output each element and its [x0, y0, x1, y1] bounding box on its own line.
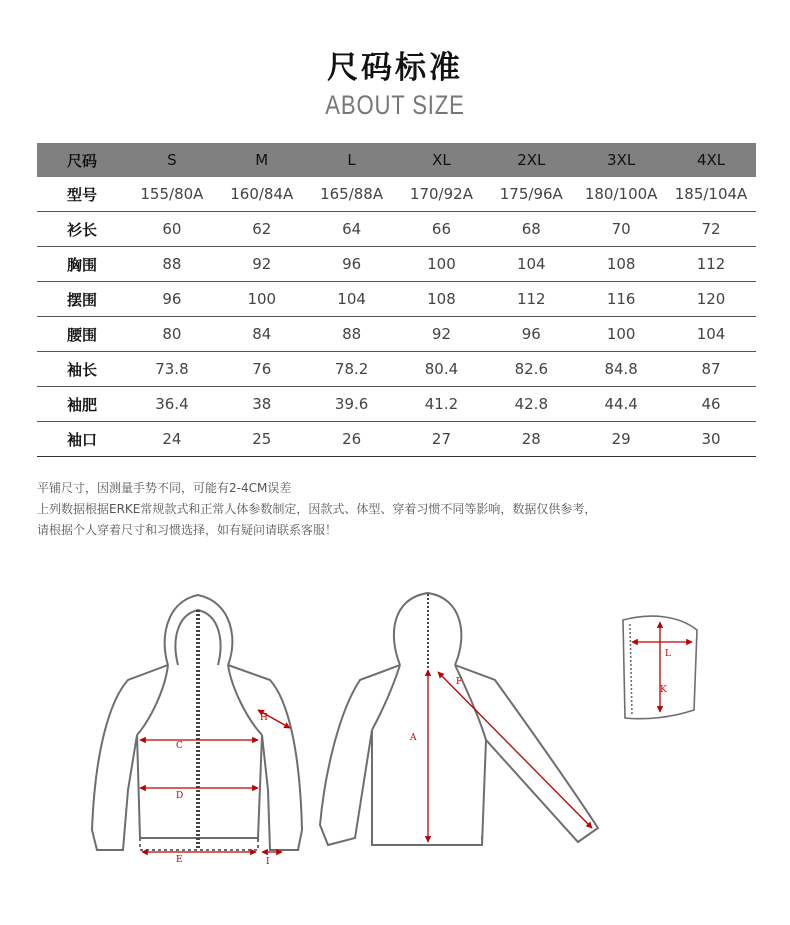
- size-cell: 104: [486, 247, 576, 282]
- size-cell: 96: [307, 247, 397, 282]
- size-row: [37, 247, 756, 282]
- row-label: 袖长: [37, 352, 127, 387]
- size-row: [37, 282, 756, 317]
- size-cell: 185/104A: [666, 177, 756, 212]
- note-line: 请根据个人穿着尺寸和习惯选择，如有疑问请联系客服！: [37, 523, 338, 537]
- chest-label: C: [176, 741, 183, 751]
- size-cell: 155/80A: [127, 177, 217, 212]
- size-cell: 78.2: [307, 352, 397, 387]
- sleeve-width-label: H: [260, 713, 268, 723]
- size-row: [37, 422, 756, 457]
- size-cell: 84.8: [576, 352, 666, 387]
- row-label: 摆围: [37, 282, 127, 317]
- hem-width-label: D: [176, 791, 184, 801]
- size-cell: 92: [397, 317, 487, 352]
- size-row: [37, 177, 756, 212]
- column-header: XL: [397, 143, 487, 177]
- size-cell: 70: [576, 212, 666, 247]
- hood-height-label: L: [665, 649, 671, 659]
- row-label: 型号: [37, 177, 127, 212]
- row-label: 袖肥: [37, 387, 127, 422]
- size-cell: 80: [127, 317, 217, 352]
- size-table: [37, 143, 756, 457]
- size-cell: 92: [217, 247, 307, 282]
- size-cell: 27: [397, 422, 487, 457]
- size-cell: 72: [666, 212, 756, 247]
- size-row: [37, 212, 756, 247]
- size-cell: 104: [307, 282, 397, 317]
- size-cell: 108: [397, 282, 487, 317]
- size-cell: 100: [397, 247, 487, 282]
- size-cell: 170/92A: [397, 177, 487, 212]
- sleeve-length-label: F: [456, 677, 463, 687]
- size-cell: 39.6: [307, 387, 397, 422]
- size-cell: 175/96A: [486, 177, 576, 212]
- row-label: 腰围: [37, 317, 127, 352]
- size-cell: 24: [127, 422, 217, 457]
- column-header: M: [217, 143, 307, 177]
- size-cell: 108: [576, 247, 666, 282]
- size-cell: 100: [576, 317, 666, 352]
- size-cell: 25: [217, 422, 307, 457]
- size-cell: 96: [486, 317, 576, 352]
- length-label: A: [410, 733, 417, 743]
- size-row: [37, 317, 756, 352]
- page-title: 尺码标准: [327, 50, 463, 86]
- size-cell: 112: [666, 247, 756, 282]
- hood-edge: [630, 624, 632, 716]
- hood-measure-lines: [632, 622, 692, 712]
- size-row: [37, 387, 756, 422]
- size-cell: 104: [666, 317, 756, 352]
- back-measure-lines: [428, 670, 592, 842]
- size-cell: 28: [486, 422, 576, 457]
- size-cell: 88: [127, 247, 217, 282]
- size-cell: 68: [486, 212, 576, 247]
- column-header: 尺码: [37, 143, 127, 177]
- size-cell: 120: [666, 282, 756, 317]
- column-header: 4XL: [666, 143, 756, 177]
- size-cell: 26: [307, 422, 397, 457]
- size-cell: 165/88A: [307, 177, 397, 212]
- size-cell: 180/100A: [576, 177, 666, 212]
- size-cell: 38: [217, 387, 307, 422]
- size-cell: 30: [666, 422, 756, 457]
- row-label: 袖口: [37, 422, 127, 457]
- size-cell: 96: [127, 282, 217, 317]
- size-cell: 64: [307, 212, 397, 247]
- size-cell: 160/84A: [217, 177, 307, 212]
- size-row: [37, 352, 756, 387]
- measurement-diagram: [0, 580, 790, 880]
- size-cell: 88: [307, 317, 397, 352]
- row-label: 衫长: [37, 212, 127, 247]
- size-cell: 29: [576, 422, 666, 457]
- note-line: 上列数据根据ERKE常规款式和正常人体参数制定，因款式、体型、穿着习惯不同等影响，数据仅供参考，: [37, 502, 597, 516]
- size-cell: 82.6: [486, 352, 576, 387]
- size-cell: 44.4: [576, 387, 666, 422]
- size-cell: 42.8: [486, 387, 576, 422]
- page-subtitle: ABOUT SIZE: [325, 90, 465, 120]
- size-table-header: [37, 143, 756, 177]
- size-cell: 112: [486, 282, 576, 317]
- row-label: 胸围: [37, 247, 127, 282]
- column-header: 2XL: [486, 143, 576, 177]
- size-cell: 100: [217, 282, 307, 317]
- size-cell: 80.4: [397, 352, 487, 387]
- size-cell: 46: [666, 387, 756, 422]
- size-cell: 36.4: [127, 387, 217, 422]
- size-cell: 76: [217, 352, 307, 387]
- column-header: 3XL: [576, 143, 666, 177]
- size-cell: 73.8: [127, 352, 217, 387]
- back-jacket-drawing: [320, 593, 598, 845]
- size-cell: 116: [576, 282, 666, 317]
- back-body-outline: [320, 665, 598, 845]
- size-cell: 60: [127, 212, 217, 247]
- hood-depth-label: K: [660, 685, 667, 695]
- size-cell: 84: [217, 317, 307, 352]
- size-cell: 41.2: [397, 387, 487, 422]
- note-line: 平铺尺寸，因测量手势不同，可能有2-4CM误差: [37, 481, 292, 495]
- back-hem-rib: [372, 835, 482, 845]
- column-header: L: [307, 143, 397, 177]
- size-cell: 87: [666, 352, 756, 387]
- size-cell: 66: [397, 212, 487, 247]
- size-cell: 62: [217, 212, 307, 247]
- column-header: S: [127, 143, 217, 177]
- cuff-label: I: [266, 857, 270, 867]
- hem-label: E: [176, 855, 183, 865]
- size-notes: [37, 478, 596, 541]
